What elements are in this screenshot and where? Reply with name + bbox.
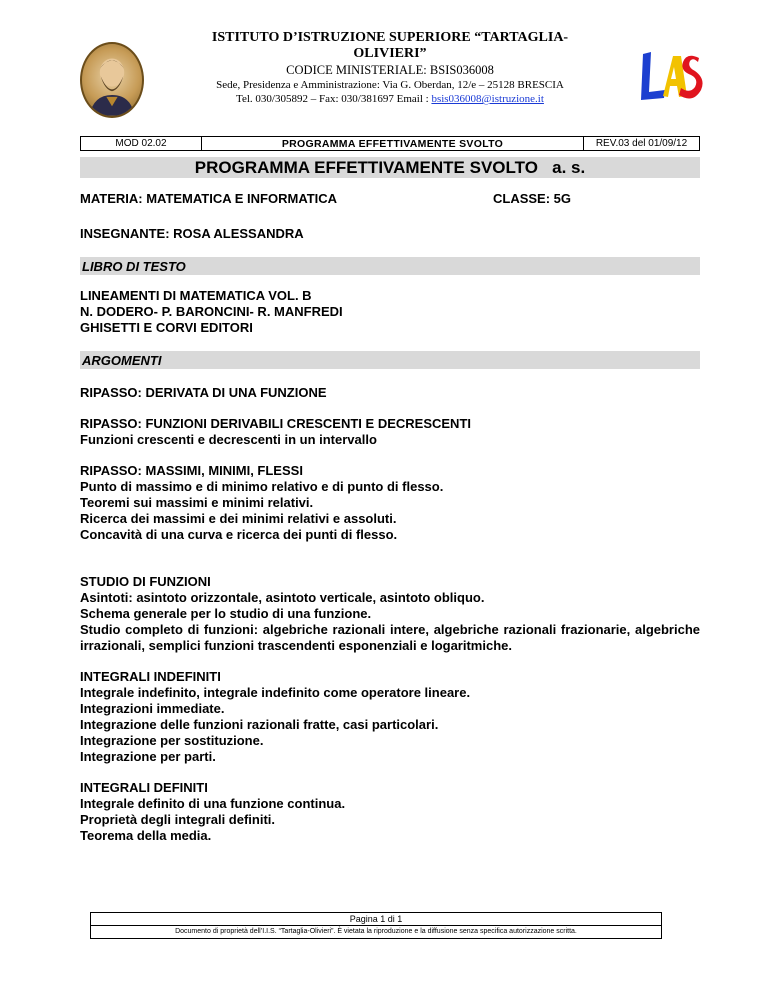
topic-line: Integrale definito di una funzione continua. xyxy=(80,796,346,811)
topic-title: STUDIO DI FUNZIONI xyxy=(80,574,211,589)
topic-block xyxy=(80,574,700,654)
module-info-row xyxy=(80,136,700,151)
topic-line: Punto di massimo e di minimo relativo e di punto di flesso. xyxy=(80,479,444,494)
phone-fax: Tel. 030/305892 – Fax: 030/381697 Email : xyxy=(236,93,432,105)
document-header xyxy=(80,30,700,156)
institute-name: ISTITUTO D’ISTRUZIONE SUPERIORE “TARTAGLIA-OLIVIERI” xyxy=(211,30,569,61)
ministerial-code: CODICE MINISTERIALE: BSIS036008 xyxy=(286,63,494,77)
textbook-line: N. DODERO- P. BARONCINI- R. MANFREDI xyxy=(80,304,343,319)
document-body xyxy=(80,157,700,844)
topic-line: Integrazione delle funzioni razionali fratte, casi particolari. xyxy=(80,717,439,732)
topic-title: INTEGRALI INDEFINITI xyxy=(80,669,221,684)
topics-heading: ARGOMENTI xyxy=(80,351,700,369)
topic-title: INTEGRALI DEFINITI xyxy=(80,780,208,795)
subject-label: MATERIA: MATEMATICA E INFORMATICA xyxy=(80,191,338,206)
topic-title: RIPASSO: MASSIMI, MINIMI, FLESSI xyxy=(80,463,303,478)
topic-line: Concavità di una curva e ricerca dei punti di flesso. xyxy=(80,527,398,542)
textbook-list xyxy=(80,288,700,336)
textbook-line: LINEAMENTI DI MATEMATICA VOL. B xyxy=(80,288,312,303)
topic-block xyxy=(80,669,700,765)
topic-line: Integrale indefinito, integrale indefinito come operatore lineare. xyxy=(80,685,471,700)
topic-line: Schema generale per lo studio di una funzione. xyxy=(80,606,372,621)
subject-class-row xyxy=(80,191,700,206)
topic-line: Integrazione per sostituzione. xyxy=(80,733,264,748)
topic-line: Funzioni crescenti e decrescenti in un intervallo xyxy=(80,432,377,447)
institute-contacts xyxy=(180,92,600,106)
textbook-heading: LIBRO DI TESTO xyxy=(80,257,700,275)
topic-line: Proprietà degli integrali definiti. xyxy=(80,812,276,827)
teacher-label: INSEGNANTE: ROSA ALESSANDRA xyxy=(80,226,304,241)
topic-title: RIPASSO: FUNZIONI DERIVABILI CRESCENTI E DECRESCENTI xyxy=(80,416,471,431)
ownership-notice: Documento di proprietà dell’I.I.S. “Tartaglia-Olivieri”. È vietata la riproduzione e la diffusione senza specifica autorizzazione scritta. xyxy=(175,928,577,935)
topic-paragraph: Studio completo di funzioni: algebriche razionali intere, algebriche razionali frazionarie, algebriche irrazionali, semplici funzioni trascendenti esponenziali e logaritmiche. xyxy=(80,622,700,653)
topic-line: Ricerca dei massimi e dei minimi relativi e assoluti. xyxy=(80,511,397,526)
page-title: PROGRAMMA EFFETTIVAMENTE SVOLTO a. s. xyxy=(80,157,700,178)
email-link[interactable]: bsis036008@istruzione.it xyxy=(431,93,544,105)
portrait-emblem-icon xyxy=(80,42,144,118)
topic-line: Integrazioni immediate. xyxy=(80,701,225,716)
module-code: MOD 02.02 xyxy=(81,137,202,150)
topic-line: Teorema della media. xyxy=(80,828,212,843)
institute-address: Sede, Presidenza e Amministrazione: Via G. Oberdan, 12/e – 25128 BRESCIA xyxy=(216,79,564,91)
topic-line: Teoremi sui massimi e minimi relativi. xyxy=(80,495,314,510)
topic-title: RIPASSO: DERIVATA DI UNA FUNZIONE xyxy=(80,385,327,400)
topic-block xyxy=(80,780,700,844)
topic-line: Asintoti: asintoto orizzontale, asintoto verticale, asintoto obliquo. xyxy=(80,590,485,605)
module-title: PROGRAMMA EFFETTIVAMENTE SVOLTO xyxy=(202,137,584,150)
topic-block xyxy=(80,416,700,448)
class-label: CLASSE: 5G xyxy=(493,191,572,206)
document-footer xyxy=(90,912,662,939)
institute-block xyxy=(180,30,600,106)
topic-block xyxy=(80,385,700,401)
page-number: Pagina 1 di 1 xyxy=(91,913,661,926)
module-revision: REV.03 del 01/09/12 xyxy=(595,138,688,149)
las-logo-icon xyxy=(635,40,705,110)
topic-line: Integrazione per parti. xyxy=(80,749,216,764)
textbook-line: GHISETTI E CORVI EDITORI xyxy=(80,320,253,335)
topic-block xyxy=(80,463,700,543)
